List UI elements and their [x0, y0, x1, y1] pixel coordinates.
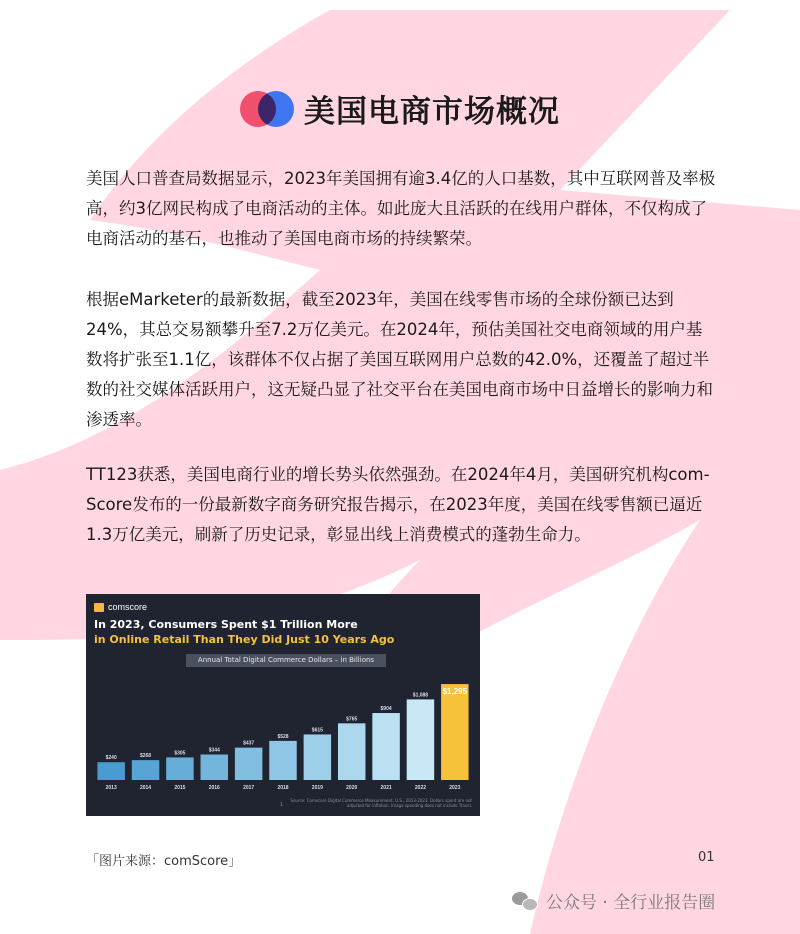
x-tick-label-2018: 2018	[277, 785, 289, 791]
bar-2021	[372, 713, 399, 780]
chart-title-line-2: in Online Retail Than They Did Just 10 Years Ago	[94, 633, 395, 646]
x-tick-label-2022: 2022	[414, 785, 427, 791]
bar-2023	[441, 684, 468, 780]
page-title: 美国电商市场概况	[304, 94, 560, 130]
bar-2015	[166, 757, 193, 780]
bar-value-label-2023: $1,295	[442, 687, 468, 697]
x-tick-label-2017: 2017	[243, 785, 255, 791]
wechat-icon	[512, 890, 538, 912]
bar-value-label-2015: $305	[174, 750, 186, 757]
x-tick-label-2020: 2020	[346, 785, 358, 791]
bar-2020	[338, 723, 365, 780]
watermark-text: 公众号 · 全行业报告圈	[546, 893, 716, 913]
paragraph-2: 根据eMarketer的最新数据，截至2023年，美国在线零售市场的全球份额已达到24%，其总交易额攀升至7.2万亿美元。在2024年，预估美国社交电商领域的用户基数将扩张至1.1亿，该群体不仅占据了美国互联网用户总数的42.0%，还覆盖了超过半数的社交媒体活跃用户，这无疑凸显了社交平台在美国电商市场中日益增长的影响力和渗透率。	[86, 290, 713, 429]
bar-2022	[407, 699, 434, 780]
bar-value-label-2016: $344	[208, 747, 220, 754]
bar-value-label-2019: $615	[311, 727, 323, 734]
bar-2018	[269, 741, 296, 780]
bar-2013	[97, 762, 124, 780]
bar-chart	[86, 594, 480, 816]
bar-2017	[235, 748, 262, 780]
chart-title-line-1: In 2023, Consumers Spent $1 Trillion More	[94, 618, 358, 631]
bar-value-label-2020: $765	[346, 716, 358, 723]
paragraph-1: 美国人口普查局数据显示，2023年美国拥有逾3.4亿的人口基数，其中互联网普及率极高，约3亿网民构成了电商活动的主体。如此庞大且活跃的在线用户群体，不仅构成了电商活动的基石，也推动了美国电商市场的持续繁荣。	[86, 169, 716, 248]
bar-value-label-2018: $528	[277, 733, 289, 740]
bar-value-label-2021: $904	[380, 706, 392, 713]
bar-2019	[304, 734, 331, 780]
watermark	[512, 888, 715, 913]
bar-value-label-2017: $437	[243, 740, 255, 747]
x-tick-label-2016: 2016	[208, 785, 220, 791]
page-header	[0, 86, 800, 131]
chart-figure	[86, 594, 480, 816]
bar-value-label-2022: $1,088	[412, 692, 429, 699]
bar-value-label-2014: $268	[139, 753, 152, 760]
x-tick-label-2019: 2019	[311, 785, 323, 791]
x-tick-label-2023: 2023	[449, 785, 461, 791]
x-tick-label-2013: 2013	[105, 785, 117, 791]
title-dots-icon	[240, 91, 294, 127]
brand-text: comscore	[108, 602, 148, 612]
bar-value-label-2013: $240	[105, 755, 117, 762]
page-number: 01	[698, 850, 715, 865]
chart-footnote: Source: Comscore Digital Commerce Measurement, U.S., 2013-2023. Dollars spent are not adjusted for inflation. Image spending does not include Travel.	[290, 798, 472, 808]
bar-2016	[201, 755, 228, 780]
x-tick-label-2015: 2015	[174, 785, 186, 791]
image-source-caption: 「图片来源：comScore」	[86, 854, 242, 869]
x-tick-label-2021: 2021	[380, 785, 392, 791]
chart-subtitle: Annual Total Digital Commerce Dollars – in Billions	[186, 654, 386, 667]
paragraph-3: TT123获悉，美国电商行业的增长势头依然强劲。在2024年4月，美国研究机构com-Score发布的一份最新数字商务研究报告揭示，在2023年度，美国在线零售额已逼近1.3万亿美元，刷新了历史记录，彰显出线上消费模式的蓬勃生命力。	[86, 465, 710, 544]
chart-page-number: 1	[280, 802, 284, 808]
x-tick-label-2014: 2014	[139, 785, 152, 791]
bar-2014	[132, 760, 159, 780]
